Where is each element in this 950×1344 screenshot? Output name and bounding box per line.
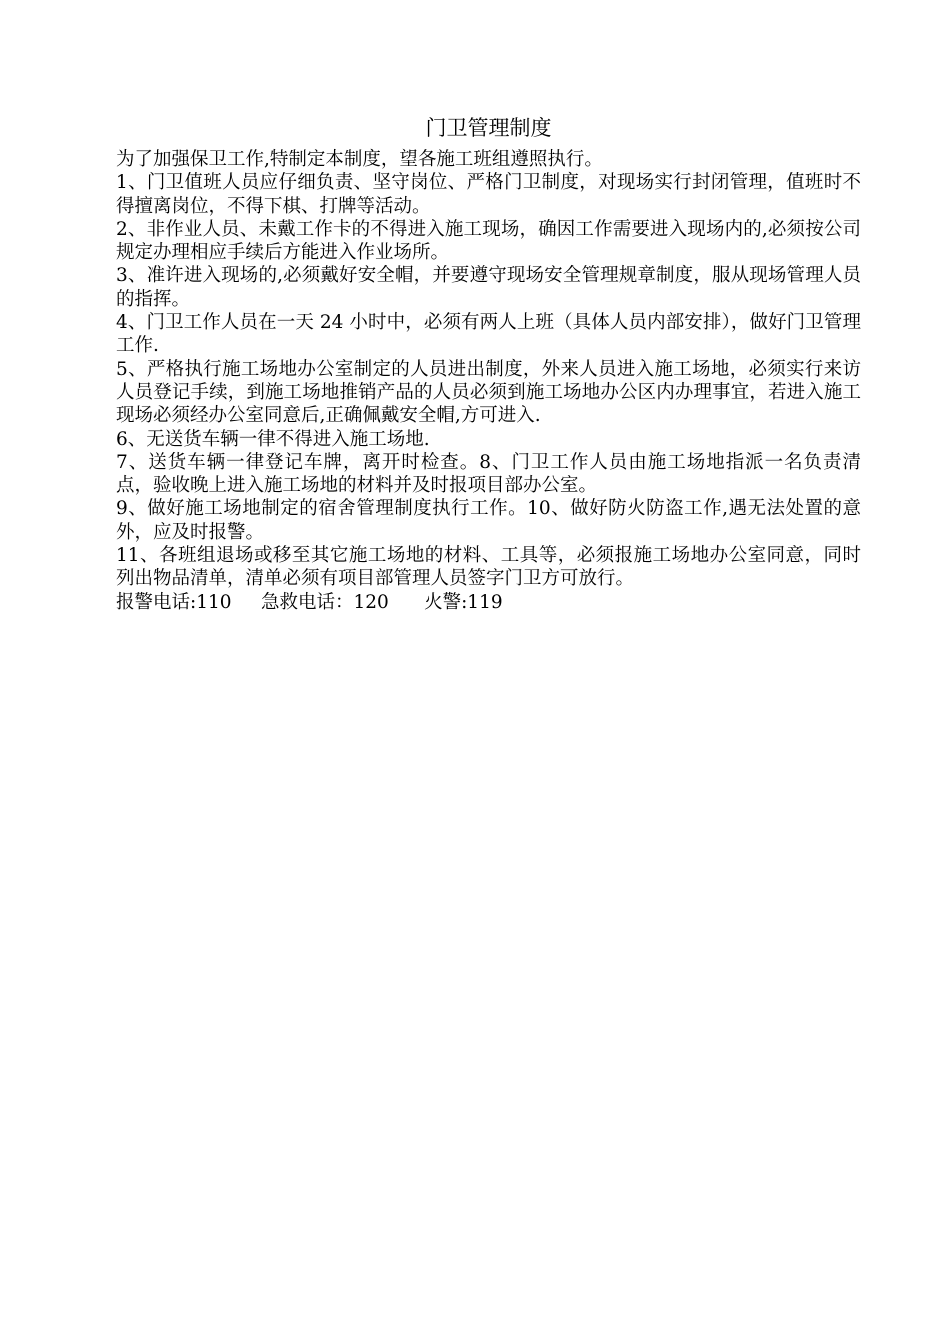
police-phone: 报警电话:110	[116, 591, 232, 613]
rule-paragraph-6: 6、无送货车辆一律不得进入施工场地.	[116, 428, 430, 450]
rule-paragraph-9-10: 9、做好施工场地制定的宿舍管理制度执行工作。10、做好防火防盗工作,遇无法处置的意外，应及时报警。	[116, 498, 861, 543]
ambulance-phone: 急救电话：120	[260, 591, 389, 613]
rule-paragraph-4: 4、门卫工作人员在一天 24 小时中，必须有两人上班（具体人员内部安排），做好门卫管理工作.	[116, 312, 861, 357]
emergency-phones	[116, 591, 861, 614]
rule-paragraph-3: 3、准许进入现场的,必须戴好安全帽，并要遵守现场安全管理规章制度，服从现场管理人员的指挥。	[116, 265, 861, 310]
document-page	[116, 112, 861, 614]
rule-paragraph-11: 11、各班组退场或移至其它施工场地的材料、工具等，必须报施工场地办公室同意，同时列出物品清单，清单必须有项目部管理人员签字门卫方可放行。	[116, 545, 861, 590]
rule-paragraph-1: 1、门卫值班人员应仔细负责、坚守岗位、严格门卫制度，对现场实行封闭管理，值班时不得擅离岗位，不得下棋、打牌等活动。	[116, 172, 861, 217]
rule-paragraph-7-8: 7、送货车辆一律登记车牌，离开时检查。8、门卫工作人员由施工场地指派一名负责清点，验收晚上进入施工场地的材料并及时报项目部办公室。	[116, 451, 861, 497]
document-title: 门卫管理制度	[425, 116, 552, 140]
rule-paragraph-2: 2、非作业人员、未戴工作卡的不得进入施工现场，确因工作需要进入现场内的,必须按公司规定办理相应手续后方能进入作业场所。	[116, 218, 861, 264]
fire-phone: 火警:119	[424, 591, 503, 613]
intro-paragraph: 为了加强保卫工作,特制定本制度，望各施工班组遵照执行。	[116, 149, 603, 170]
rule-paragraph-5: 5、严格执行施工场地办公室制定的人员进出制度，外来人员进入施工场地，必须实行来访人员登记手续，到施工场地推销产品的人员必须到施工场地办公区内办理事宜，若进入施工现场必须经办公室同意后,正确佩戴安全帽,方可进入.	[116, 358, 861, 427]
